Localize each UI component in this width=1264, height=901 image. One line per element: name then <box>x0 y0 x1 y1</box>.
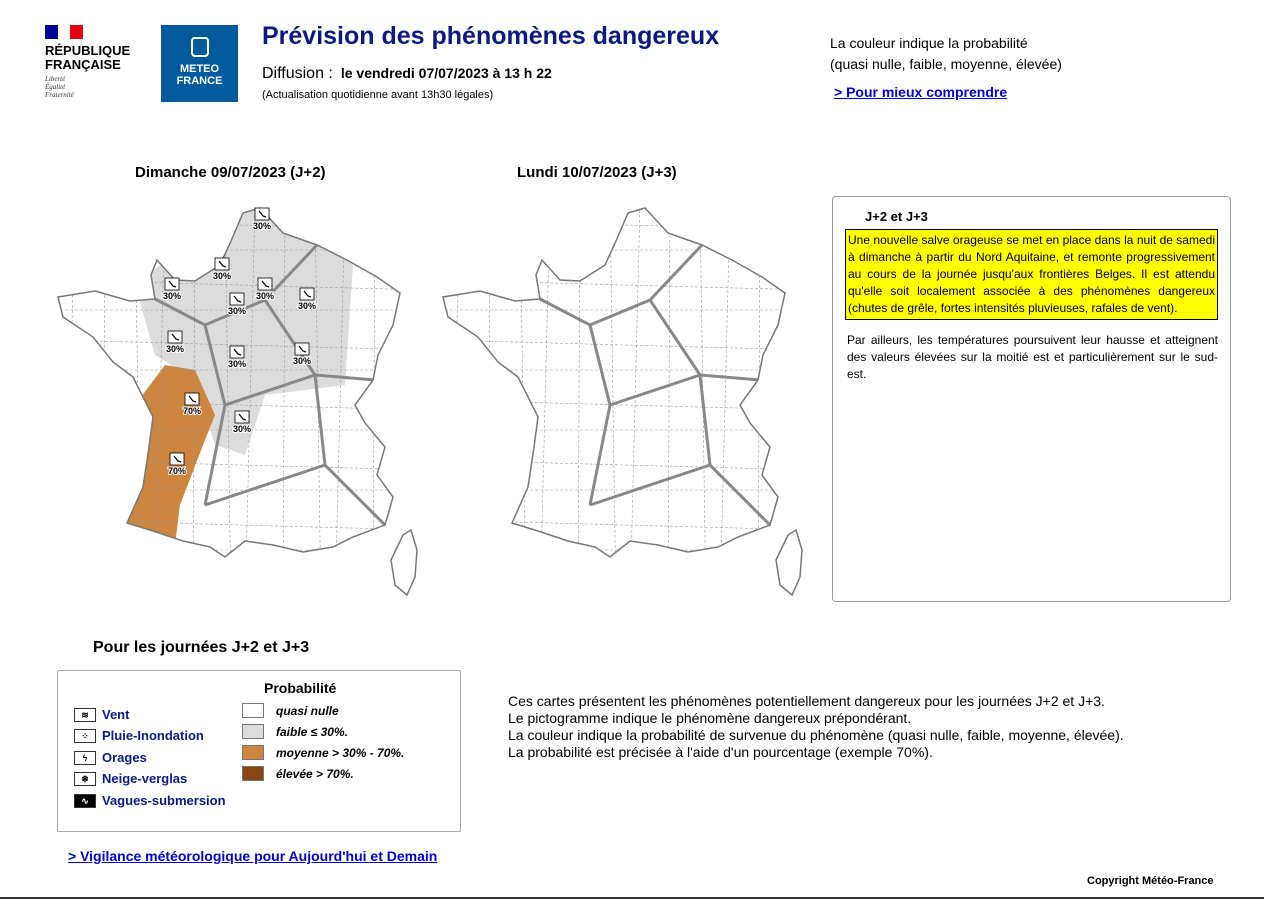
republique-francaise-logo: RÉPUBLIQUE FRANÇAISE Liberté Égalité Fraternité <box>45 25 140 99</box>
legend-vagues: ∿ Vagues-submersion <box>74 793 226 808</box>
help-link[interactable]: > Pour mieux comprendre <box>834 84 1008 100</box>
map-j2[interactable] <box>55 205 425 600</box>
probability-label: 30% <box>297 301 317 311</box>
storm-marker[interactable] <box>168 453 186 476</box>
wind-icon: ≋ <box>74 708 96 722</box>
probability-title: Probabilité <box>264 680 337 696</box>
storm-icon: ϟ <box>74 751 96 765</box>
diffusion: Diffusion : le vendredi 07/07/2023 à 13 h 22 <box>262 65 552 82</box>
probability-label: 30% <box>252 221 272 231</box>
corsica-outline <box>391 530 417 595</box>
prob-quasi-nulle: quasi nulle <box>242 703 339 718</box>
vigilance-link[interactable]: > Vigilance météorologique pour Aujourd'hui et Demain <box>68 848 438 864</box>
map-j3[interactable] <box>440 205 810 600</box>
storm-marker[interactable] <box>256 278 274 301</box>
wave-icon: ∿ <box>74 794 96 808</box>
corsica-outline <box>776 530 802 595</box>
probability-label: 30% <box>227 359 247 369</box>
update-note: (Actualisation quotidienne avant 13h30 légales) <box>262 89 494 101</box>
prob-moyenne: moyenne > 30% - 70%. <box>242 745 404 760</box>
storm-marker[interactable] <box>163 278 181 301</box>
storm-marker[interactable] <box>228 346 246 369</box>
probability-label: 30% <box>292 356 312 366</box>
probability-label: 30% <box>232 424 252 434</box>
bulletin-box <box>832 196 1231 602</box>
meteo-france-logo: METEO FRANCE <box>161 25 238 102</box>
storm-marker[interactable] <box>183 393 201 416</box>
bottom-rule <box>0 897 1264 899</box>
snow-icon: ❄ <box>74 772 96 786</box>
bulletin-title: J+2 et J+3 <box>865 209 928 224</box>
storm-marker[interactable] <box>228 293 246 316</box>
map-date-j2: Dimanche 09/07/2023 (J+2) <box>135 164 326 181</box>
probability-label: 70% <box>182 406 202 416</box>
probability-label: 30% <box>162 291 182 301</box>
probability-label: 70% <box>167 466 187 476</box>
storm-marker[interactable] <box>233 411 251 434</box>
storm-marker[interactable] <box>298 288 316 311</box>
bulletin-text: Par ailleurs, les températures poursuivent leur hausse et atteignent des valeurs élevées sur la moitié est et particulièrement sur le sud-est. <box>847 333 1218 381</box>
prob-elevee: élevée > 70%. <box>242 766 354 781</box>
storm-marker[interactable] <box>213 258 231 281</box>
storm-marker[interactable] <box>166 331 184 354</box>
probability-label: 30% <box>255 291 275 301</box>
map-description: Ces cartes présentent les phénomènes potentiellement dangereux pour les journées J+2 et J+3. Le pictogramme indique le phénomène dangereux prépondérant. La couleur indique la probabilité de survenue du phénomène (quasi nulle, faible, moyenne, élevée). La probabilité est précisée à l'aide d'un pourcentage (exemple 70%). <box>508 693 1124 760</box>
probability-label: 30% <box>227 306 247 316</box>
bulletin-highlight: Une nouvelle salve orageuse se met en place dans la nuit de samedi à dimanche à partir du Nord Aquitaine, et remonte progressivement au cours de la journée jusqu'aux frontières Belges. Il est attendu qu'elle soit localement associée à des phénomènes dangereux (chutes de grêle, fortes intensités pluvieuses, rafales de vent). <box>845 229 1218 320</box>
copyright: Copyright Météo-France <box>1087 875 1214 887</box>
probability-label: 30% <box>165 344 185 354</box>
map-date-j3: Lundi 10/07/2023 (J+3) <box>517 164 677 181</box>
probability-label: 30% <box>212 271 232 281</box>
legend-box <box>57 670 461 832</box>
page-title: Prévision des phénomènes dangereux <box>262 22 720 50</box>
prob-faible: faible ≤ 30%. <box>242 724 348 739</box>
legend-pluie: ⁘ Pluie-Inondation <box>74 728 204 743</box>
legend-vent: ≋ Vent <box>74 707 129 722</box>
color-explanation: La couleur indique la probabilité (quasi nulle, faible, moyenne, élevée) <box>830 35 1062 72</box>
storm-marker[interactable] <box>293 343 311 366</box>
legend-neige: ❄ Neige-verglas <box>74 771 187 786</box>
storm-marker[interactable] <box>253 208 271 231</box>
rain-icon: ⁘ <box>74 729 96 743</box>
legend-title: Pour les journées J+2 et J+3 <box>93 639 310 656</box>
legend-orages: ϟ Orages <box>74 750 147 765</box>
